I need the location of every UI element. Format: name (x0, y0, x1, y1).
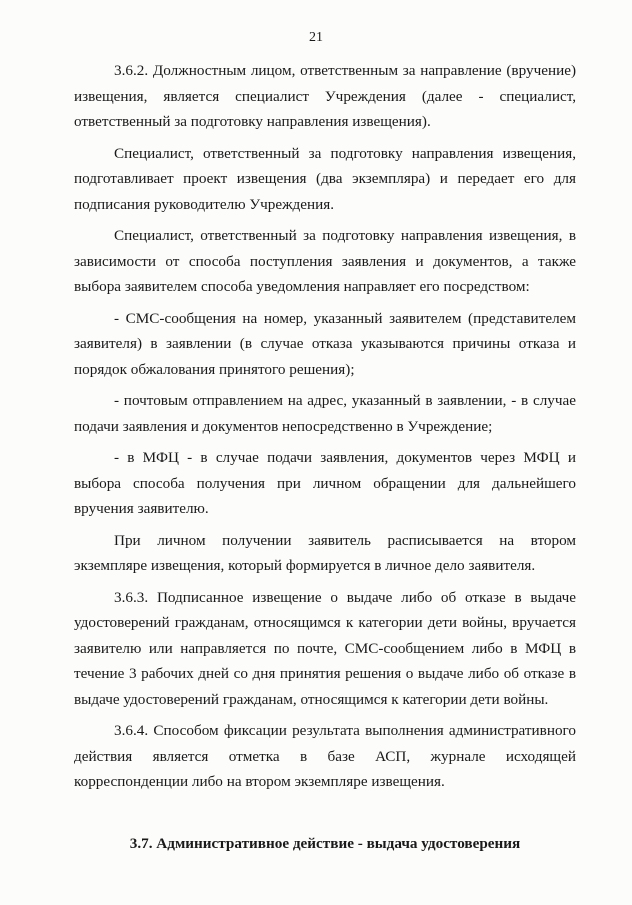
document-body (74, 58, 576, 856)
paragraph-3-6-4: 3.6.4. Способом фиксации результата выполнения административного действия является отметка в базе АСП, журнале исходящей корреспонденции либо на втором экземпляре извещения. (74, 722, 576, 790)
paragraph-3-6-3: 3.6.3. Подписанное извещение о выдаче либо об отказе в выдаче удостоверений гражданам, относящимся к категории дети войны, вручается заявителю или направляется по почте, СМС-сообщением либо в МФЦ в течение 3 рабочих дней со дня принятия решения о выдаче либо об отказе в выдаче удостоверений гражданам, относящимся к категории дети войны. (74, 588, 576, 708)
list-item-sms: - СМС-сообщения на номер, указанный заявителем (представителем заявителя) в заявлении (в случае отказа указываются причины отказа и порядок обжалования принятого решения); (74, 309, 576, 378)
paragraph-specialist-prepares: Специалист, ответственный за подготовку направления извещения, подготавливает проект извещения (два экземпляра) и передает его для подписания руководителю Учреждения. (74, 144, 576, 213)
list-item-mfc: - в МФЦ - в случае подачи заявления, документов через МФЦ и выбора способа получения при личном обращении для дальнейшего вручения заявителю. (74, 449, 576, 517)
paragraph-personal-receipt: При личном получении заявитель расписывается на втором экземпляре извещения, который формируется в личное дело заявителя. (74, 531, 576, 574)
page-number: 21 (309, 30, 323, 45)
paragraph-specialist-sends: Специалист, ответственный за подготовку направления извещения, в зависимости от способа поступления заявления и документов, а также выбора заявителем способа уведомления направляет его посредством: (74, 227, 576, 295)
paragraph-3-6-2: 3.6.2. Должностным лицом, ответственным за направление (вручение) извещения, является специалист Учреждения (далее - специалист, ответственный за подготовку направления извещения). (74, 62, 576, 130)
section-heading: 3.7. Административное действие - выдача удостоверения (129, 834, 521, 852)
list-item-post: - почтовым отправлением на адрес, указанный в заявлении, - в случае подачи заявления и документов непосредственно в Учреждение; (74, 392, 576, 435)
